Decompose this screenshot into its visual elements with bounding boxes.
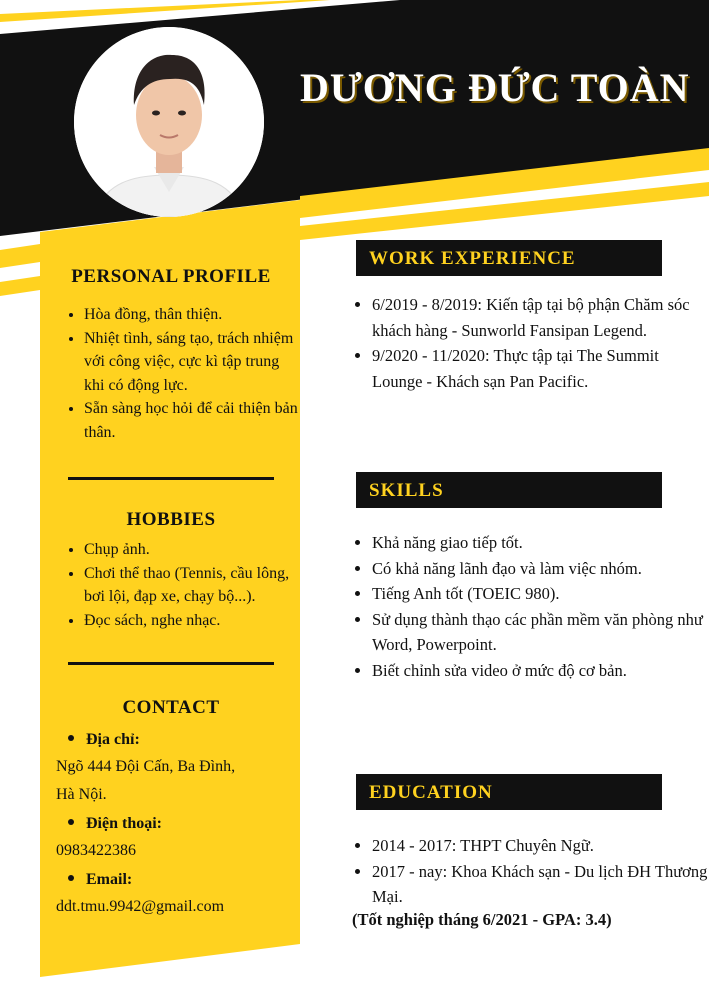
list-item: • Nhiệt tình, sáng tạo, trách nhiệm với công việc, cực kì tập trung khi có động lực. — [84, 327, 299, 398]
list-item: • Sẵn sàng học hỏi để cải thiện bản thân. — [84, 397, 299, 444]
bullet-icon — [68, 735, 74, 741]
list-item: • Chụp ảnh. — [84, 538, 299, 562]
list-item: • 9/2020 - 11/2020: Thực tập tại The Summit Lounge - Khách sạn Pan Pacific. — [372, 343, 708, 394]
section-divider — [68, 662, 274, 665]
address-line-2: Hà Nội. — [56, 786, 107, 803]
education-list — [352, 833, 708, 910]
section-divider — [68, 477, 274, 480]
address-line-1: Ngõ 444 Đội Cấn, Ba Đình, — [56, 758, 236, 775]
contact-heading: CONTACT — [122, 697, 220, 718]
work-experience-list — [352, 292, 708, 394]
list-item: • 6/2019 - 8/2019: Kiến tập tại bộ phận Chăm sóc khách hàng - Sunworld Fansipan Legend. — [372, 292, 708, 343]
bullet-icon — [68, 819, 74, 825]
list-item: • 2017 - nay: Khoa Khách sạn - Du lịch ĐH Thương Mại. — [372, 859, 708, 910]
personal-profile-list — [62, 303, 299, 444]
email-label: Email: — [64, 871, 132, 889]
phone-label: Điện thoại: — [64, 815, 162, 833]
list-item: • Tiếng Anh tốt (TOEIC 980). — [372, 581, 708, 607]
hobbies-list — [62, 538, 299, 632]
skills-list — [352, 530, 708, 683]
bullet-icon — [68, 875, 74, 881]
list-item: • 2014 - 2017: THPT Chuyên Ngữ. — [372, 833, 708, 859]
profile-photo — [74, 27, 264, 217]
personal-profile-heading: PERSONAL PROFILE — [71, 266, 271, 287]
list-item: • Khả năng giao tiếp tốt. — [372, 530, 708, 556]
candidate-name: DƯƠNG ĐỨC TOÀN — [300, 65, 690, 110]
list-item: • Biết chỉnh sửa video ở mức độ cơ bản. — [372, 658, 708, 684]
education-heading: EDUCATION — [356, 774, 662, 810]
list-item: • Có khả năng lãnh đạo và làm việc nhóm. — [372, 556, 708, 582]
list-item: • Chơi thể thao (Tennis, cầu lông, bơi lội, đạp xe, chạy bộ...). — [84, 562, 299, 609]
graduation-note: (Tốt nghiệp tháng 6/2021 - GPA: 3.4) — [352, 910, 612, 929]
list-item: • Sử dụng thành thạo các phần mềm văn phòng như Word, Powerpoint. — [372, 607, 708, 658]
email-value: ddt.tmu.9942@gmail.com — [56, 898, 225, 915]
phone-value: 0983422386 — [56, 842, 136, 859]
list-item: • Đọc sách, nghe nhạc. — [84, 609, 299, 633]
hobbies-heading: HOBBIES — [126, 509, 216, 530]
address-label: Địa chỉ: — [64, 731, 140, 749]
portrait-icon — [74, 27, 264, 217]
list-item: • Hòa đồng, thân thiện. — [84, 303, 299, 327]
work-experience-heading: WORK EXPERIENCE — [356, 240, 662, 276]
skills-heading: SKILLS — [356, 472, 662, 508]
